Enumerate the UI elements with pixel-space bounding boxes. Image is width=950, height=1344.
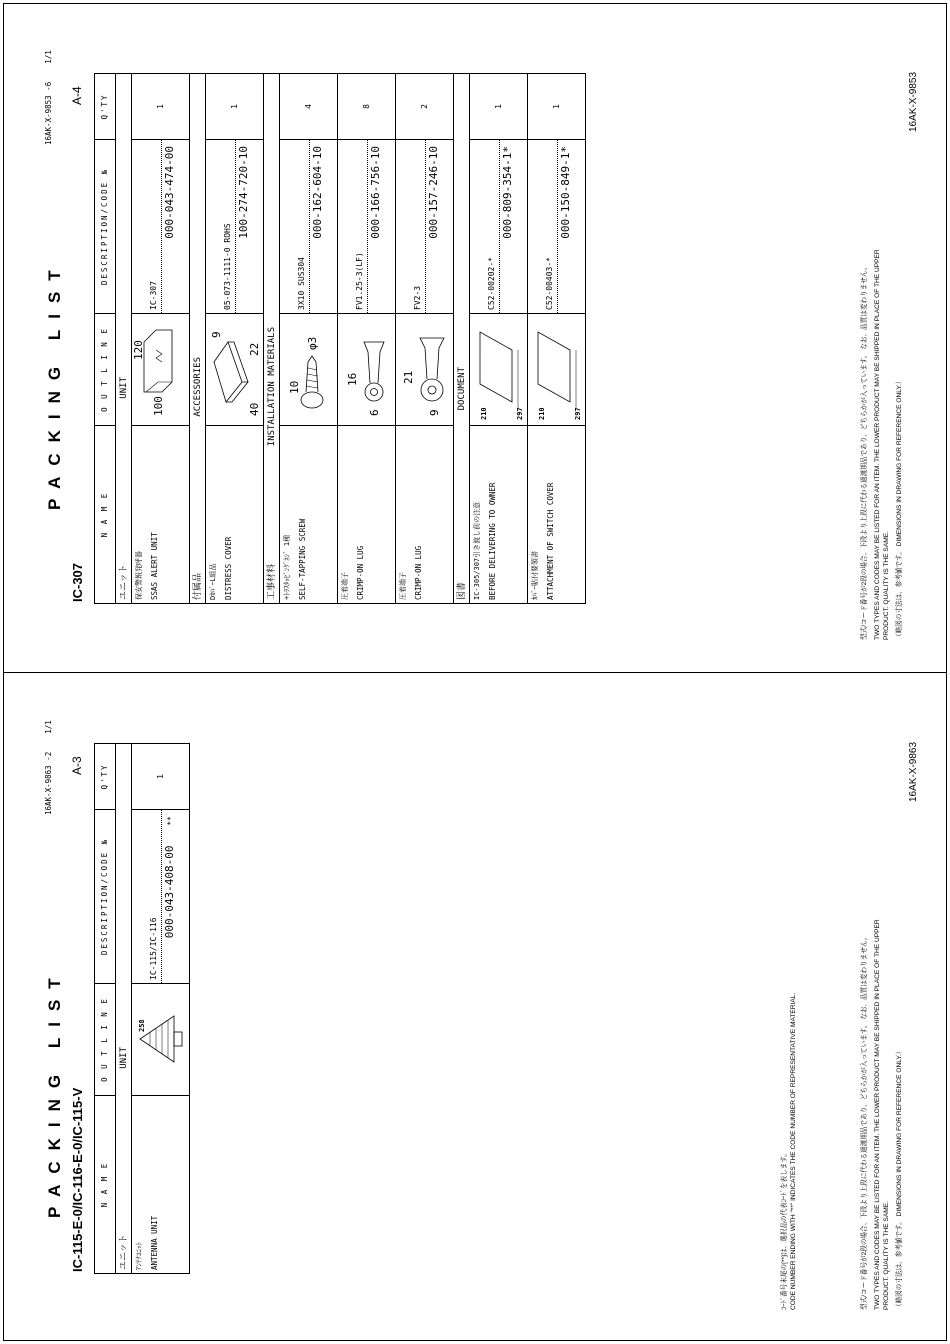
page-title: PACKING LIST (45, 967, 64, 1218)
item-qty: 1 (528, 74, 586, 140)
svg-text:22: 22 (248, 342, 260, 356)
header-outline: O U T L I N E (95, 314, 116, 426)
svg-text:6: 6 (368, 409, 381, 416)
category-en: INSTALLATION MATERIALS (266, 327, 277, 447)
table-row (470, 74, 528, 604)
svg-text:21: 21 (402, 370, 415, 384)
table-row (206, 74, 264, 604)
item-qty: 1 (206, 74, 264, 140)
category-jp: 付属品 (192, 572, 203, 600)
svg-text:40: 40 (248, 402, 260, 416)
category-row (116, 74, 132, 604)
header-name: N A M E (95, 426, 116, 604)
item-name-en: BEFORE DELIVERING TO OWNER (488, 482, 497, 600)
bottom-sheet (40, 690, 940, 1330)
item-name-jp: 圧着端子 (399, 572, 407, 600)
item-qty: 1 (132, 744, 190, 810)
table-header (95, 744, 116, 1274)
item-name-jp: DｶﾊﾞｰL組品 (209, 563, 217, 600)
code-note: ｺｰﾄﾞ番号末尾の[**]は、選択品の代表ｺｰﾄﾞを表します。 CODE NUMBER ENDING WITH "**" INDICATES THE CODE NUMBER OF REPRESENTATIVE MATERIAL. (781, 992, 797, 1310)
distress-cover-drawing-icon (206, 314, 264, 426)
category-jp: 工事材料 (266, 563, 277, 600)
item-code: 000-166-756-10 (368, 146, 382, 239)
packing-table (94, 73, 586, 604)
header-outline: O U T L I N E (95, 984, 116, 1096)
category-en: UNIT (118, 377, 129, 399)
item-code: 000-157-246-10 (426, 146, 440, 239)
table-row (132, 744, 190, 1274)
table-row (338, 74, 396, 604)
svg-text:9: 9 (210, 331, 223, 338)
paper-sheet-drawing-icon (528, 314, 586, 426)
item-name-en: CRIMP-ON LUG (414, 545, 423, 600)
item-code: 000-043-408-00 ** (162, 816, 176, 939)
item-code: 100-274-720-10 (236, 146, 250, 239)
table-header (95, 74, 116, 604)
svg-text:297: 297 (516, 407, 524, 420)
category-row (116, 744, 132, 1274)
model-name: IC-115-E-0/IC-116-E-0/IC-115-V (70, 1087, 85, 1272)
category-en: UNIT (118, 1047, 129, 1069)
notes: 型式/コード番号が2段の場合、下段より上段に代わる過渡期品であり、どちらかが入っています。 なお、品質は変わりません。 TWO TYPES AND CODES MAY BE LISTED FOR AN ITEM. THE LOWER PRODUCT MAY BE SHIPPED IN PLACE OF THE UPPER PRODUCT. QUALITY IS THE SAME. （略図の寸法は、参考値です。 DIMENSIONS IN DRAWING FOR REFERENCE ONLY.） (861, 249, 903, 640)
page-id: A-4 (70, 86, 84, 105)
antenna-drawing-icon (132, 984, 190, 1096)
paper-sheet-drawing-icon (470, 314, 528, 426)
svg-text:φ3: φ3 (306, 336, 319, 350)
item-qty: 2 (396, 74, 454, 140)
category-en: ACCESSORIES (192, 357, 203, 417)
item-code: 000-043-474-00 (162, 146, 176, 239)
header-name: N A M E (95, 1096, 116, 1274)
svg-text:258: 258 (138, 1019, 146, 1032)
header-description: DESCRIPTION/CODE № (95, 810, 116, 984)
svg-text:210: 210 (538, 407, 546, 420)
svg-text:16: 16 (346, 372, 359, 386)
item-type: FV1.25-3(LF) (351, 140, 368, 313)
table-row (280, 74, 338, 604)
item-name-en: SELF-TAPPING SCREW (298, 518, 307, 600)
crimp-lug-small-drawing-icon (338, 314, 396, 426)
item-type: C52-00403-* (541, 140, 558, 313)
category-row (454, 74, 470, 604)
header-qty: Q'TY (95, 744, 116, 810)
svg-text:210: 210 (480, 407, 488, 420)
item-code: 000-809-354-1* (500, 146, 514, 239)
item-qty: 1 (470, 74, 528, 140)
category-row (264, 74, 280, 604)
category-jp: 図書 (456, 581, 467, 600)
top-sheet (40, 20, 940, 660)
table-row (396, 74, 454, 604)
page-title: PACKING LIST (45, 259, 64, 510)
item-name-jp: ｶﾊﾞｰ貼付要領書 (531, 551, 539, 600)
screw-drawing-icon (280, 314, 338, 426)
alert-unit-drawing-icon (132, 314, 190, 426)
category-jp: ユニット (118, 564, 129, 600)
model-name: IC-307 (70, 562, 85, 602)
header-qty: Q'TY (95, 74, 116, 140)
item-type: C52-00202-* (483, 140, 500, 313)
document-number: 16AK-X-9863 -2 1/1 (44, 720, 53, 815)
table-row (528, 74, 586, 604)
item-name-jp: 圧着端子 (341, 572, 349, 600)
reference-number: 16AK-X-9853 (908, 71, 919, 132)
table-row (132, 74, 190, 604)
item-qty: 8 (338, 74, 396, 140)
item-qty: 4 (280, 74, 338, 140)
item-name-jp: IC-305/307引き渡し前の注意 (473, 501, 481, 600)
category-row (190, 74, 206, 604)
item-qty: 1 (132, 74, 190, 140)
item-code: 000-150-849-1* (558, 146, 572, 239)
crimp-lug-large-drawing-icon (396, 314, 454, 426)
notes: 型式/コード番号が2段の場合、下段より上段に代わる過渡期品であり、どちらかが入っています。 なお、品質は変わりません。 TWO TYPES AND CODES MAY BE LISTED FOR AN ITEM. THE LOWER PRODUCT MAY BE SHIPPED IN PLACE OF THE UPPER PRODUCT. QUALITY IS THE SAME. （略図の寸法は、参考値です。 DIMENSIONS IN DRAWING FOR REFERENCE ONLY.） (861, 919, 903, 1310)
item-type: FV2-3 (409, 140, 426, 313)
item-name-en: ANTENNA UNIT (150, 1215, 159, 1270)
item-name-en: ATTACHMENT OF SWITCH COVER (546, 482, 555, 600)
document-number: 16AK-X-9853 -6 1/1 (44, 50, 53, 145)
reference-number: 16AK-X-9863 (908, 741, 919, 802)
svg-text:9: 9 (428, 409, 441, 416)
category-jp: ユニット (118, 1234, 129, 1270)
item-name-en: DISTRESS COVER (224, 536, 233, 600)
item-name-en: CRIMP-ON LUG (356, 545, 365, 600)
svg-text:10: 10 (288, 380, 301, 394)
item-type: IC-307 (145, 140, 162, 313)
svg-text:100: 100 (152, 396, 165, 416)
item-type: IC-115/IC-116 (145, 810, 162, 983)
item-name-en: SSAS ALERT UNIT (150, 532, 159, 600)
page-id: A-3 (70, 756, 84, 775)
item-name-jp: ｱﾝﾃﾅﾕﾆｯﾄ (135, 1242, 143, 1270)
category-en: DOCUMENT (456, 367, 467, 411)
item-type: 05-073-1111-0 ROHS (219, 140, 236, 313)
svg-text:120: 120 (132, 340, 145, 360)
item-code: 000-162-604-10 (310, 146, 324, 239)
item-type: 3X10 SUS304 (293, 140, 310, 313)
item-name-jp: 保安警報発呼器 (135, 551, 143, 600)
item-name-jp: +ﾄﾗｽﾀｯﾋﾟﾝｸﾞﾈｼﾞ 1種 (283, 534, 291, 600)
packing-table (94, 743, 190, 1274)
svg-text:297: 297 (574, 407, 582, 420)
header-description: DESCRIPTION/CODE № (95, 140, 116, 314)
